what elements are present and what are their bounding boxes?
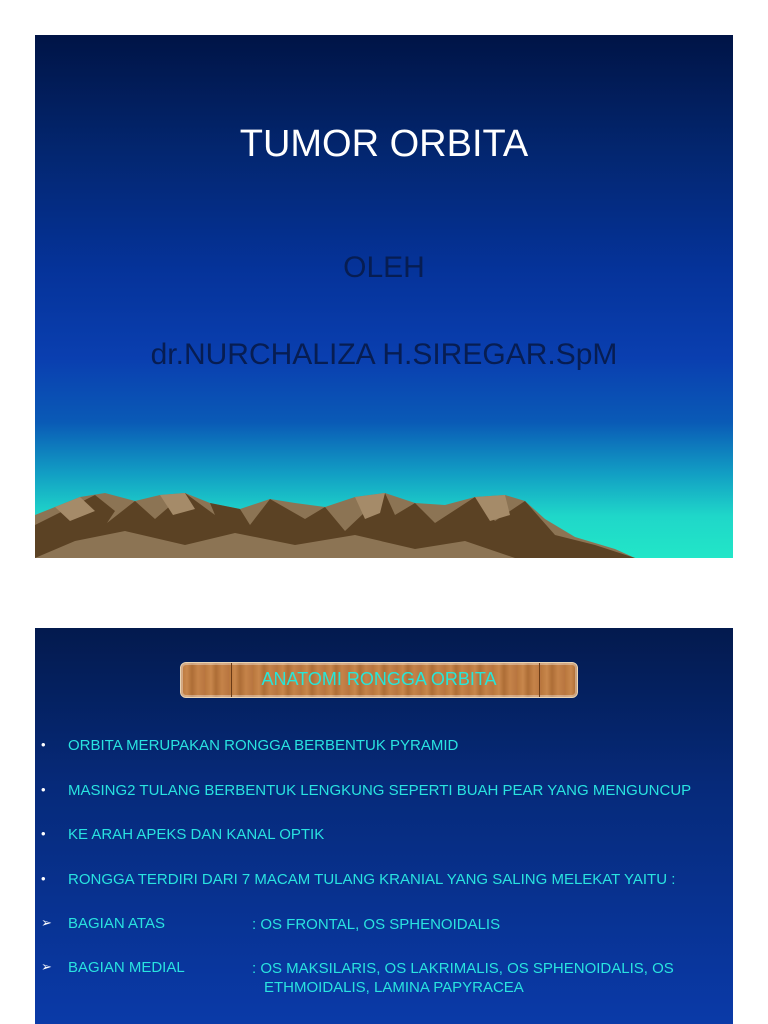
anatomy-part-value	[252, 959, 722, 997]
bullet-marker: •	[41, 826, 46, 841]
list-item-text: KE ARAH APEKS DAN KANAL OPTIK	[68, 826, 325, 843]
list-item-text: RONGGA TERDIRI DARI 7 MACAM TULANG KRANIAL YANG SALING MELEKAT YAITU :	[68, 871, 676, 888]
author-name: dr.NURCHALIZA H.SIREGAR.SpM	[150, 338, 618, 371]
title-slide	[35, 35, 733, 558]
section-heading-box	[180, 662, 578, 698]
slide-subtitle: OLEH	[343, 251, 425, 284]
anatomy-part-value-line: : OS MAKSILARIS, OS LAKRIMALIS, OS SPHENOIDALIS, OS	[252, 960, 674, 977]
list-item-text: ORBITA MERUPAKAN RONGGA BERBENTUK PYRAMID	[68, 737, 459, 754]
mountain-landscape-illustration	[35, 475, 733, 558]
section-heading: ANATOMI RONGGA ORBITA	[261, 669, 497, 689]
bullet-marker: •	[41, 871, 46, 886]
bullet-marker: •	[41, 737, 46, 752]
anatomy-part-value	[252, 915, 722, 934]
anatomy-slide	[35, 628, 733, 1024]
anatomy-part-value-line: ETHMOIDALIS, LAMINA PAPYRACEA	[264, 979, 524, 996]
anatomy-part-label: BAGIAN MEDIAL	[68, 959, 185, 976]
anatomy-part-label: BAGIAN ATAS	[68, 915, 165, 932]
bullet-marker: •	[41, 782, 46, 797]
arrow-marker-icon: ➢	[41, 959, 52, 974]
slide-title: TUMOR ORBITA	[239, 123, 529, 165]
arrow-marker-icon: ➢	[41, 915, 52, 930]
list-item-text: MASING2 TULANG BERBENTUK LENGKUNG SEPERTI BUAH PEAR YANG MENGUNCUP	[68, 782, 692, 799]
anatomy-part-value-line: : OS FRONTAL, OS SPHENOIDALIS	[252, 916, 501, 933]
